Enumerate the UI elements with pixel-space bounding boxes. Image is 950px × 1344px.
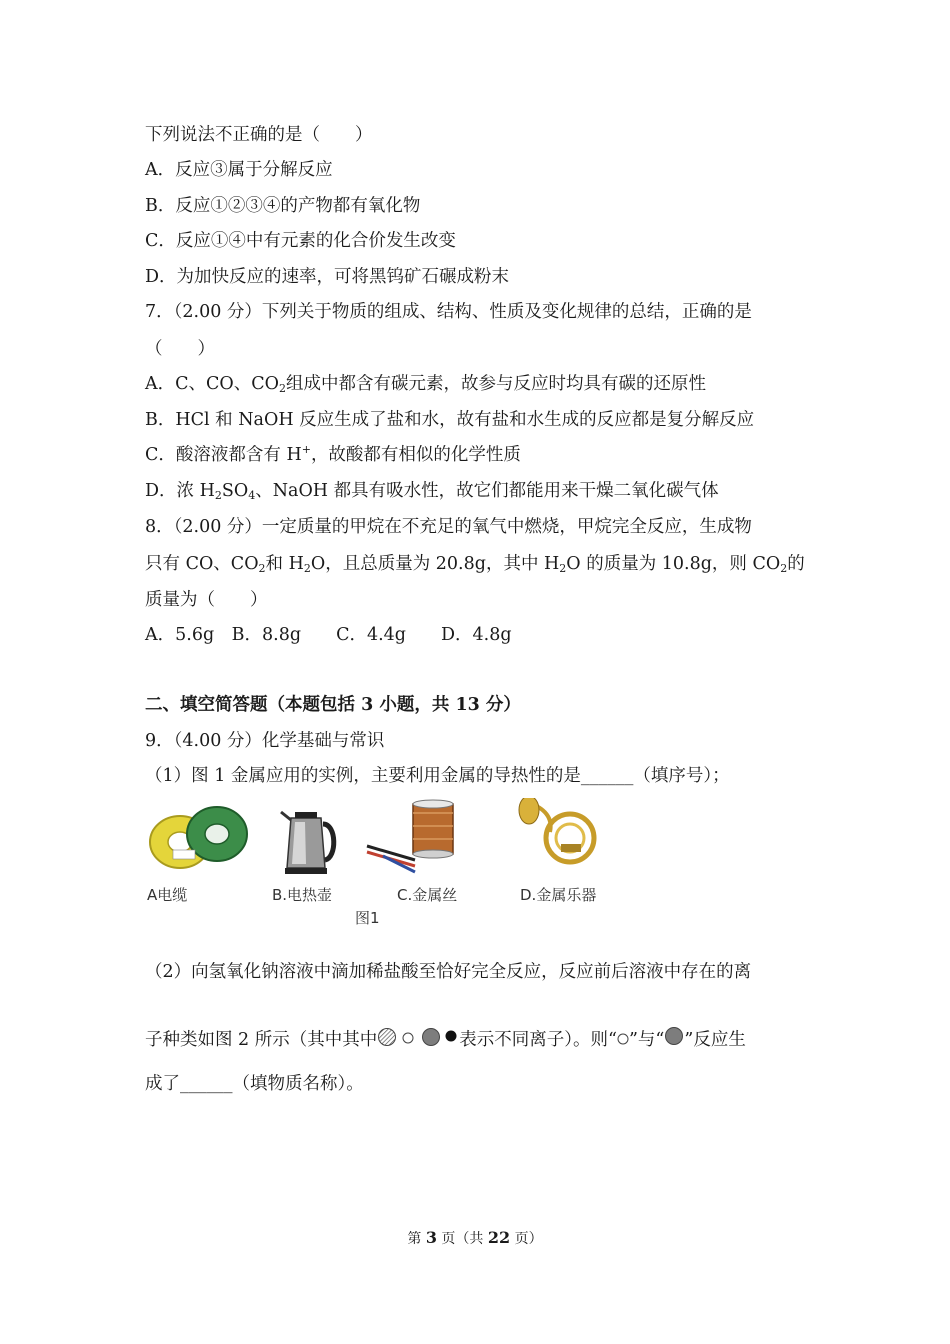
q7-option-a: A．C、CO、$CO_2$组成中都含有碳元素，故参与反应时均具有碳的还原性 [145,374,707,395]
q7-option-c: C．酸溶液都含有 H+，故酸都有相似的化学性质 [145,443,521,465]
wire-image [367,800,453,872]
q7-stem-bracket: （ ） [145,339,215,359]
page-total: 22 [487,1228,511,1247]
label-d: D.金属乐器 [520,886,597,904]
page-number: 3 [425,1228,437,1247]
cable-image [150,807,247,868]
q7-option-d: D．浓 $H_2SO_4$、NaOH 都具有吸水性，故它们都能用来干燥二氧化碳气体 [145,481,719,502]
label-b: B.电热壶 [272,886,333,904]
q9-part2-line1: （2）向氢氧化钠溶液中滴加稀盐酸至恰好完全反应，反应前后溶液中存在的离 [145,962,752,982]
horn-image [519,798,594,862]
figure-1-images [145,798,625,883]
figure-1-caption: 图1 [355,909,380,927]
q8-stem-line3: 质量为（ ） [145,590,268,610]
section-2-heading: 二、填空简答题（本题包括 3 小题，共 13 分） [145,695,521,715]
q9-part2-line2: 子种类如图 2 所示（其中其中 表示不同离子）。则“ ”与“ ”反应生 [145,1027,746,1052]
grey-ion-icon [423,1029,440,1046]
q6-stem: 下列说法不正确的是（ ） [145,125,373,145]
q6-option-c: C．反应①④中有元素的化合价发生改变 [145,231,456,251]
label-c: C.金属丝 [397,886,458,904]
hollow-ion-icon [403,1033,413,1043]
q6-option-d: D．为加快反应的速率，可将黑钨矿石碾成粉末 [145,267,510,287]
q9-stem: 9．（4.00 分）化学基础与常识 [145,731,385,751]
label-a: A电缆 [147,886,188,904]
black-ion-icon [446,1031,457,1042]
q9-part1: （1）图 1 金属应用的实例，主要利用金属的导热性的是______（填序号）； [145,766,730,786]
q8-options: A．5.6g B．8.8g C．4.4g D．4.8g [145,625,512,645]
hatched-ion-icon [379,1029,396,1046]
q7-stem: 7．（2.00 分）下列关于物质的组成、结构、性质及变化规律的总结，正确的是 [145,302,752,322]
hollow-ion-icon [617,1033,629,1047]
figure-1 [145,798,625,928]
kettle-image [281,812,334,874]
grey-ion-icon [664,1027,684,1047]
ion-legend-icons [377,1027,459,1047]
q9-part2-line3: 成了______（填物质名称）。 [145,1074,364,1094]
q7-option-b: B．HCl 和 NaOH 反应生成了盐和水，故有盐和水生成的反应都是复分解反应 [145,410,755,430]
page-footer: 第 3 页（共 22 页） [407,1228,543,1247]
q6-option-a: A．反应③属于分解反应 [145,160,333,180]
q8-stem-line1: 8．（2.00 分）一定质量的甲烷在不充足的氧气中燃烧，甲烷完全反应，生成物 [145,517,752,537]
q6-option-b: B．反应①②③④的产物都有氧化物 [145,196,421,216]
q8-stem-line2: 只有 CO、$CO_2$和 $H_2O$，且总质量为 20.8g，其中 $H_2O$ 的质量为 10.8g，则 $CO_2$的 [145,554,805,575]
